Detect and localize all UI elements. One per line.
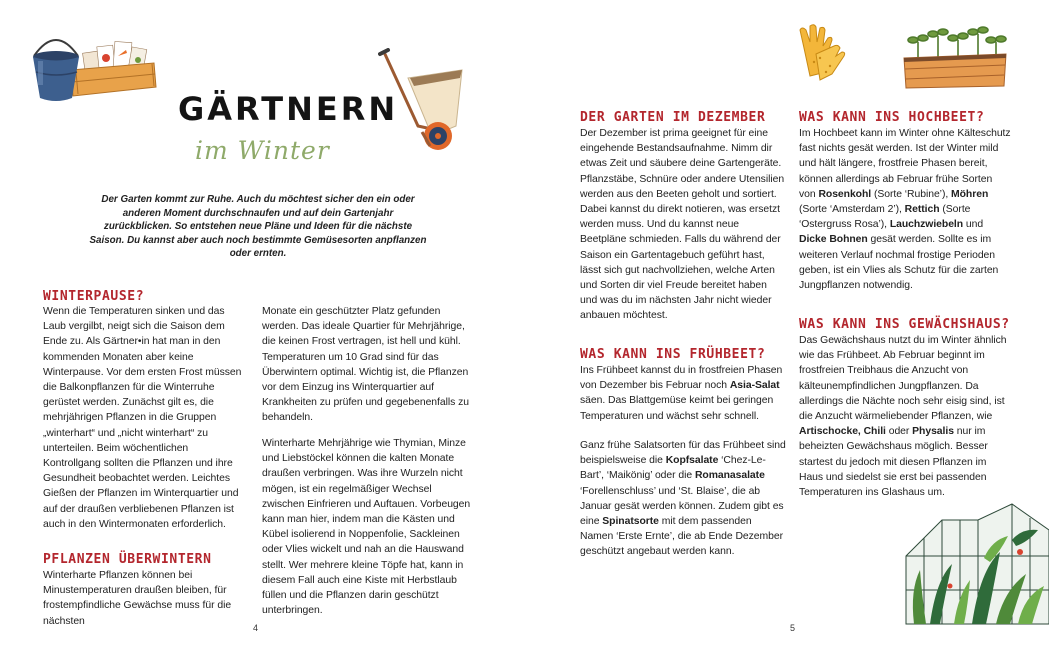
hardy-perennials-text: Winterharte Mehrjährige wie Thymian, Minze und Liebstöckel können die kalten Monate draußen verbringen. Was ihre Wurzeln nicht mögen, ist ein regelmäßiger Wechsel zwischen Einfrieren und Auftauen. Vorbeugen kann man hier, indem man die Kästen und Kübel isolierend in Noppenfolie, Sackleinen oder Vlies wickelt und nah an die Hauswand stellt. Wer mehrere kleine Töpfe hat, kann in diesem Fall auch eine Kiste mit Herbstlaub füllen und die Pflanzen darin geschützt unterbringen. [262,438,471,617]
highlight-kopfsalate: Kopfsalate [665,455,719,467]
dezember-text: Der Dezember ist prima geeignet für eine eingehende Bestandsaufnahme. Nimm dir etwas Zeit und säubere deine Gartengeräte. Pflanzstäbe, Schnüre oder andere Utensilien werden aus den Beeten geholt und sortiert. Dabei kannst du direkt notieren, was ersetzt werden muss. Und du kannst neue Beetpläne schmieden. Falls du während der Saison ein Gartentagebuch geführt hast, lässt sich gut nachvollziehen, welche Arten und Sorten dir viel Freude bereitet haben und was du im nächsten Jahr nicht wieder anbauen möchtest. [580,128,785,322]
gardening-gloves-illustration [796,22,848,82]
heading-fruehbeet: WAS KANN INS FRÜHBEET? [580,347,766,362]
highlight-asia-salat: Asia-Salat [729,380,780,392]
seed-crate-icon [71,41,156,96]
highlight-dicke-bohnen: Dicke Bohnen [799,234,868,246]
gloves-icon [800,25,845,80]
fruehbeet-text-1: Ins Frühbeet kannst du in frostfreien Phasen von Dezember bis Februar noch Asia-Salat säen. Das Blattgemüse keimt bei geringen Temperaturen und wächst sehr schnell. [580,365,783,422]
heading-pflanzen-ueberwintern: PFLANZEN ÜBERWINTERN [43,552,212,567]
greenhouse-icon [906,504,1049,624]
highlight-rettich: Rettich [904,204,940,216]
highlight-physalis: Physalis [912,426,954,438]
bucket-and-seed-crate-illustration [26,30,161,105]
highlight-artischocke-chili: Artischocke, Chili [799,426,886,438]
overwinter-quarter-text: Monate ein geschützter Platz gefunden werden. Das ideale Quartier für Mehrjährige, die keinen Frost vertragen, ist hell und kühl. Temperaturen um 10 Grad sind für das Überwintern optimal. Wichtig ist, die Pflanzen vor dem Einzug ins Winterquartier auf Krankheiten zu prüfen und gegebenenfalls zu behandeln. [262,306,469,424]
highlight-rosenkohl: Rosenkohl [818,188,872,200]
heading-gewaechshaus: WAS KANN INS GEWÄCHSHAUS? [799,317,1010,332]
winterpause-text: Wenn die Temperaturen sinken und das Laub vergilbt, neigt sich die Saison dem Ende zu. Als Gärtner•in hat man in den kommenden Monaten aber keine Winterpause. Vor dem ersten Frost müssen die Balkonpflanzen für die Winterruhe gerüstet werden. Zunächst gilt es, die mehrjährigen Pflanzen in die Gruppen „winterhart“ und „nicht winterhart“ zu unterteilen. Beim wöchentlichen Kontrollgang sollten die Pflanzen und ihre Gesundheit beobachtet werden. Leichtes Gießen der Pflanzen im Winterquartier und auf der draußen verbliebenen Pflanzen ist auch in den Wintermonaten erforderlich. [43,306,242,530]
seedling-crate-icon [904,27,1006,88]
highlight-spinatsorte: Spinatsorte [602,516,659,528]
greenhouse-illustration [900,500,1049,626]
heading-garten-im-dezember: DER GARTEN IM DEZEMBER [580,110,766,125]
bucket-icon [33,40,79,101]
page-number-left: 4 [253,623,259,633]
highlight-lauchzwiebeln: Lauchzwiebeln [889,219,964,231]
ueberwintern-text: Winterharte Pflanzen können bei Minustemperaturen draußen bleiben, für frostempfindliche Gewächse muss für die nächsten [43,570,232,627]
fruehbeet-text-2: Ganz frühe Salatsorten für das Frühbeet sind beispielsweise die Kopfsalate ‘Chez-Le-Bart’, ‘Maikönig’ oder die Romanasalate ‘Forellenschluss’ und ‘St. Blaise’, die ab Januar gesät werden können. Zudem gibt es eine Spinatsorte mit dem passenden Namen ‘Erste Ernte’, die ab Ende Dezember geschützt angebaut werden kann. [580,440,786,558]
highlight-moehren: Möhren [951,188,989,200]
page-title: GÄRTNERN [178,90,399,128]
hochbeet-text: Im Hochbeet kann im Winter ohne Kälteschutz fast nichts gesät werden. Ist der Winter mild und hält längere, frostfreie Phasen bereit, können allerdings ab Februar frühe Sorten von Rosenkohl (Sorte ‘Rubine’), Möhren (Sorte ‘Amsterdam 2’), Rettich (Sorte ‘Ostergruss Rosa’), Lauchzwiebeln und Dicke Bohnen gesät werden. Sollte es im weiteren Verlauf nochmal frostige Perioden geben, ist ein Vlies als Schutz für die zarten Jungpflanzen notwendig. [799,128,1011,292]
highlight-romanasalate: Romanasalate [694,470,765,482]
page-number-right: 5 [790,623,796,633]
gewaechshaus-text: Das Gewächshaus nutzt du im Winter ähnlich wie das Frühbeet. Ab Februar beginnt im frostfreien Treibhaus die Anzucht von kälteunempfindlichen Jungpflanzen. Da allerdings die Nächte noch sehr eisig sind, ist die Anzucht wärmeliebender Pflanzen, wie Artischocke, Chili oder Physalis nur im beheizten Gewächshaus möglich. Besser startest du jedoch mit diesen Pflanzen im Haus und siedelst sie erst bei passenden Temperaturen ins Glashaus um. [799,335,1007,499]
intro-paragraph: Der Garten kommt zur Ruhe. Auch du möchtest sicher den ein oder anderen Moment durchschnaufen und auf dein Gartenjahr zurückblicken. So entstehen neue Pläne und Ideen für die nächste Saison. Du kannst aber auch noch bestimmte Gemüsesorten anpflanzen oder ernten. [89,194,427,259]
heading-hochbeet: WAS KANN INS HOCHBEET? [799,110,985,125]
heading-winterpause: WINTERPAUSE? [43,289,145,304]
page-subtitle: im Winter [195,136,330,165]
seedling-crate-illustration [900,24,1010,90]
